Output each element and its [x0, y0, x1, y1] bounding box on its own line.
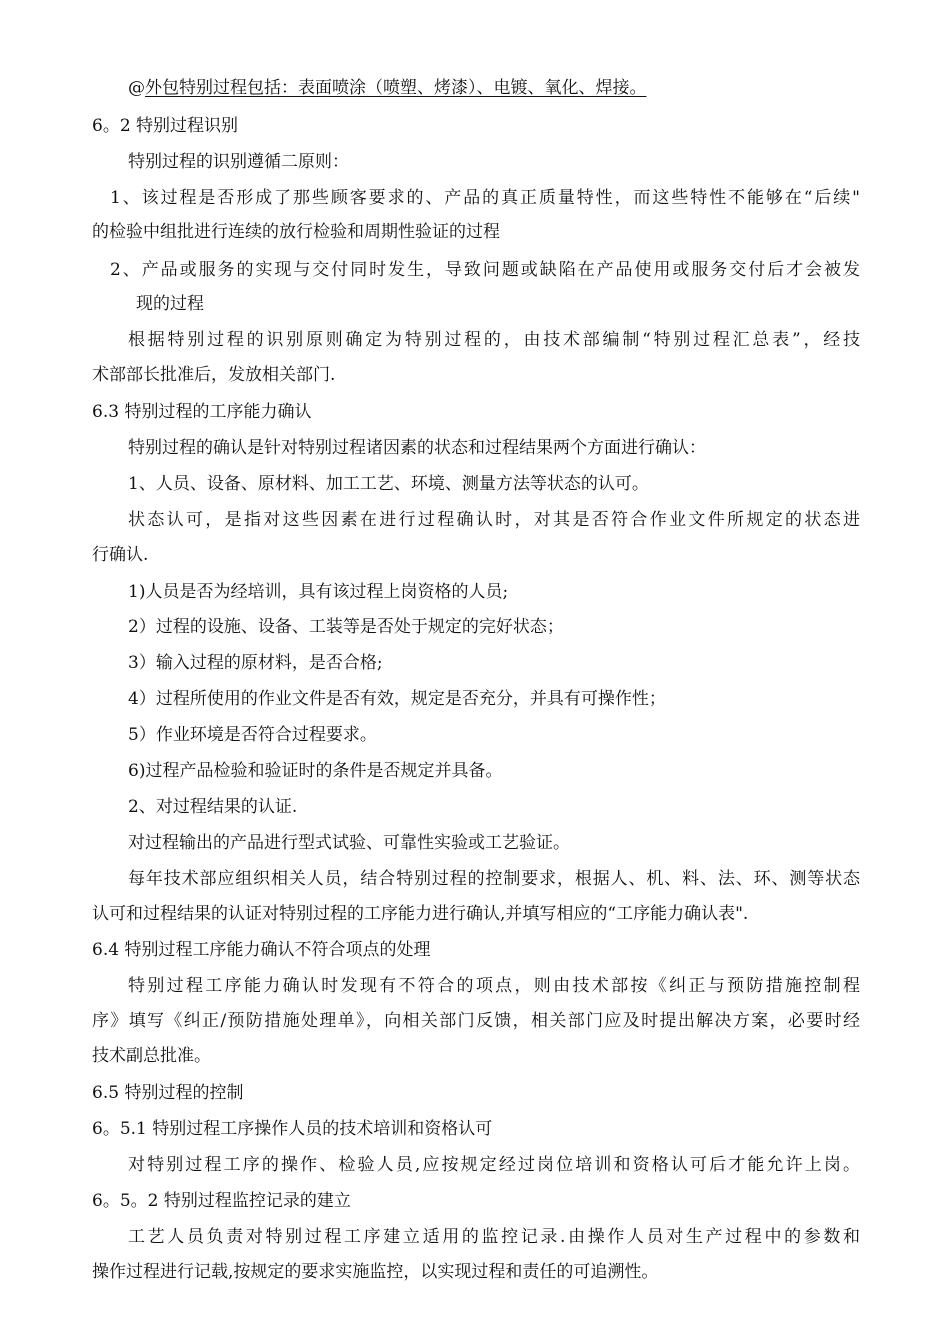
list-item: 1)人员是否为经培训，具有该过程上岗资格的人员; — [128, 582, 509, 602]
s652-paragraph-1-line-2: 操作过程进行记载,按规定的要求实施监控，以实现过程和责任的可追溯性。 — [92, 1262, 659, 1282]
section-6-4-heading: 6.4 特别过程工序能力确认不符合项点的处理 — [92, 940, 431, 960]
intro-line — [128, 76, 647, 100]
s62-paragraph-4-line-1: 根据特别过程的识别原则确定为特别过程的，由技术部编制“特别过程汇总表”，经技 — [128, 330, 860, 350]
s63-paragraph-3-line-1: 状态认可，是指对这些因素在进行过程确认时，对其是否符合作业文件所规定的状态进 — [128, 510, 860, 530]
s63-paragraph-6-line-2: 认可和过程结果的认证对特别过程的工序能力进行确认,并填写相应的“工序能力确认表". — [92, 904, 749, 924]
section-6-5-2-heading: 6。5。2 特别过程监控记录的建立 — [92, 1191, 351, 1211]
intro-prefix: @ — [128, 78, 145, 98]
list-item: 4）过程所使用的作业文件是否有效，规定是否充分，并具有可操作性； — [128, 689, 666, 709]
s63-paragraph-1: 特别过程的确认是针对特别过程诸因素的状态和过程结果两个方面进行确认： — [128, 438, 706, 458]
list-item: 6)过程产品检验和验证时的条件是否规定并具备。 — [128, 761, 503, 781]
s62-principle-2-line-1: 2、产品或服务的实现与交付同时发生，导致问题或缺陷在产品使用或服务交付后才会被发 — [110, 260, 860, 280]
list-item: 2）过程的设施、设备、工装等是否处于规定的完好状态； — [128, 617, 564, 637]
s63-paragraph-6-line-1: 每年技术部应组织相关人员，结合特别过程的控制要求，根据人、机、料、法、环、测等状态 — [128, 869, 860, 889]
s62-principle-2-line-2: 现的过程 — [136, 294, 204, 314]
list-item: 3）输入过程的原材料，是否合格; — [128, 653, 383, 673]
s63-paragraph-5: 对过程输出的产品进行型式试验、可靠性实验或工艺验证。 — [128, 833, 570, 853]
s651-paragraph-1: 对特别过程工序的操作、检验人员,应按规定经过岗位培训和资格认可后才能允许上岗。 — [128, 1155, 860, 1175]
s62-principle-1-line-1: 1、该过程是否形成了那些顾客要求的、产品的真正质量特性，而这些特性不能够在“后续" — [110, 188, 860, 208]
s63-paragraph-4: 2、对过程结果的认证. — [128, 797, 298, 817]
intro-underlined-text: 外包特别过程包括：表面喷涂（喷塑、烤漆）、电镀、氧化、焊接。 — [145, 78, 647, 98]
s62-paragraph-4-line-2: 术部部长批准后，发放相关部门. — [92, 365, 336, 385]
s63-paragraph-2: 1、人员、设备、原材料、加工工艺、环境、测量方法等状态的认可。 — [128, 474, 649, 494]
s64-paragraph-1-line-1: 特别过程工序能力确认时发现有不符合的项点，则由技术部按《纠正与预防措施控制程 — [128, 976, 860, 996]
s63-paragraph-3-line-2: 行确认. — [92, 545, 149, 565]
s652-paragraph-1-line-1: 工艺人员负责对特别过程工序建立适用的监控记录.由操作人员对生产过程中的参数和 — [128, 1227, 860, 1247]
section-6-2-heading: 6。2 特别过程识别 — [92, 116, 239, 136]
section-6-5-heading: 6.5 特别过程的控制 — [92, 1083, 244, 1103]
s62-paragraph-1: 特别过程的识别遵循二原则： — [128, 152, 349, 172]
s62-principle-1-line-2: 的检验中组批进行连续的放行检验和周期性验证的过程 — [92, 222, 500, 242]
list-item: 5）作业环境是否符合过程要求。 — [128, 725, 377, 745]
s64-paragraph-1-line-3: 技术副总批准。 — [92, 1046, 211, 1066]
section-6-3-heading: 6.3 特别过程的工序能力确认 — [92, 402, 312, 422]
s64-paragraph-1-line-2: 序》填写《纠正/预防措施处理单》，向相关部门反馈，相关部门应及时提出解决方案，必要时经 — [92, 1011, 860, 1031]
section-6-5-1-heading: 6。5.1 特别过程工序操作人员的技术培训和资格认可 — [92, 1119, 493, 1139]
